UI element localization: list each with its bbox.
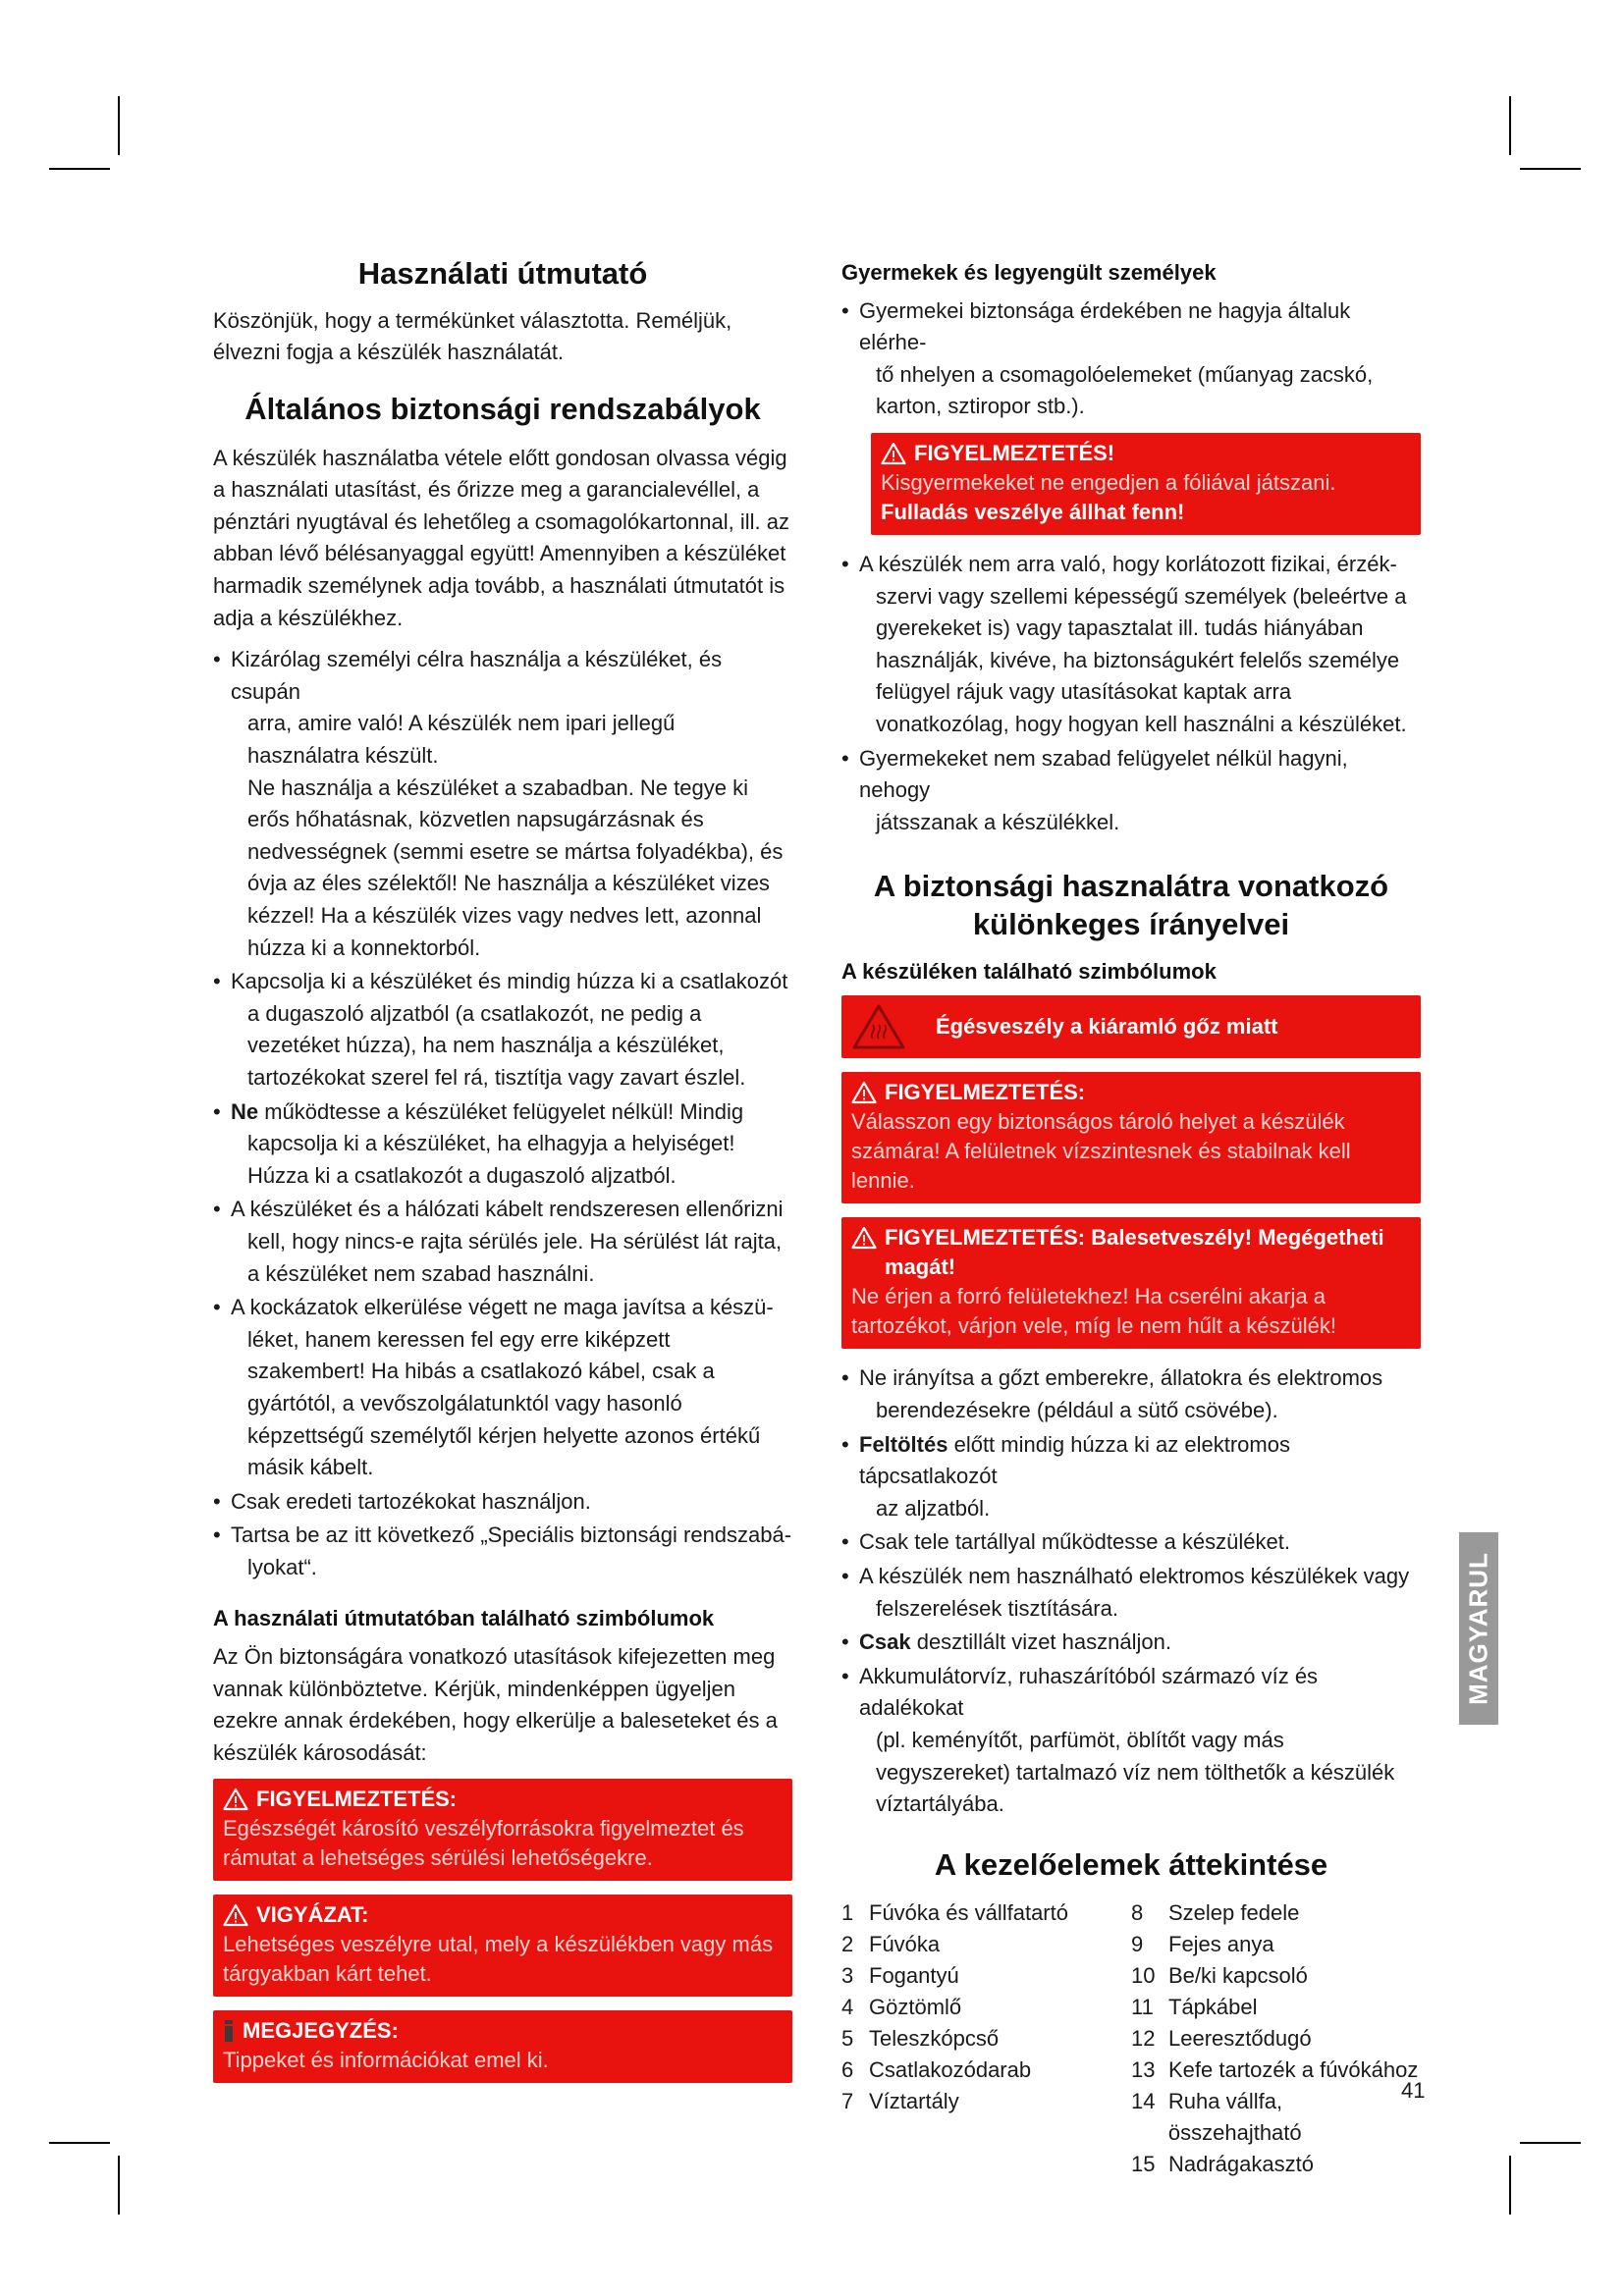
page-number: 41 [1401, 2078, 1426, 2103]
warning-text: Ne érjen a forró felületekhez! Ha cserélni akarja a tartozékot, várjon vele, míg le nem hűlt a készülék! [851, 1284, 1337, 1339]
part-item: 11 Tápkábel [1131, 1995, 1258, 2020]
warning-text: Válasszon egy biztonságos tároló helyet a készülék számára! A felületnek vízszintesnek és stabilnak kell lennie. [851, 1109, 1351, 1194]
warning-triangle-icon [881, 442, 906, 465]
info-icon [223, 2019, 235, 2043]
list-item: • Ne működtesse a készüléket felügyelet nélkül! Mindig kapcsolja ki a készüléket, ha elhagyja a helyiséget! Húzza ki a csatlakozót a dugaszoló aljzatból. [213, 1098, 744, 1188]
part-item: 9 Fejes anya [1131, 1932, 1274, 1957]
part-item: 13 Kefe tartozék a fúvókához [1131, 2057, 1419, 2083]
controls-heading: A kezelőelemek áttekintése [934, 1846, 1328, 1882]
parts-column-right [1131, 1897, 1421, 2180]
warning-triangle-icon [223, 1903, 248, 1927]
warning-box: FIGYELMEZTETÉS: Egészségét károsító veszélyforrásokra figyelmeztet és rámutat a lehetséges sérülési lehetőségekre. [213, 1779, 792, 1881]
crop-mark [1509, 96, 1511, 155]
crop-mark [118, 96, 120, 155]
page-title: Használati útmutató [357, 256, 648, 291]
warning-triangle-icon [223, 1788, 248, 1811]
list-item: • Ne irányítsa a gőzt emberekre, állatokra és elektromos berendezésekre (például a sütő csövébe). [841, 1365, 1383, 1422]
list-item: • Csak eredeti tartozékokat használjon. [213, 1488, 591, 1514]
crop-mark [1520, 168, 1581, 170]
warning-triangle-icon [851, 1081, 877, 1104]
list-item: • Gyermekeket nem szabad felügyelet nélkül hagyni, nehogy játsszanak a készülékkel. [841, 745, 1348, 834]
list-item: • Tartsa be az itt következő „Speciális biztonsági rendszabá- lyokat“. [213, 1522, 792, 1579]
symbols-intro: Az Ön biztonságára vonatkozó utasítások kifejezetten meg vannak különböztetve. Kérjük, mindenképpen ügyeljen ezekre annak érdekében, hogy elkerülje a baleseteket és a készülék károsodását: [213, 1644, 778, 1765]
part-item: 4 Göztömlő [841, 1995, 962, 2020]
part-item: 6 Csatlakozódarab [841, 2057, 1032, 2083]
caution-text: Lehetséges veszélyre utal, mely a készülékben vagy más tárgyakban kárt tehet. [223, 1932, 774, 1987]
capability-list [841, 549, 1421, 838]
crop-mark [1520, 2142, 1581, 2144]
list-item: • A készüléket és a hálózati kábelt rendszeresen ellenőrizni kell, hogy nincs-e rajta sérülés jele. Ha sérülést lát rajta, a készüléket nem szabad használni. [213, 1197, 784, 1286]
special-safety-heading: A biztonsági hasznalátra vonatkozó különkeges írányelvei [873, 869, 1389, 942]
part-item: 5 Teleszkópcső [841, 2026, 1000, 2052]
safety-heading: Általános biztonsági rendszabályok [244, 391, 761, 426]
warning-text: Egészségét károsító veszélyforrásokra figyelmeztet és rámutat a lehetséges sérülési lehetőségekre. [223, 1816, 744, 1871]
crop-mark [1509, 2156, 1511, 2215]
part-item: 15 Nadrágakasztó [1131, 2152, 1314, 2177]
list-item: • A kockázatok elkerülése végett ne maga javítsa a készü- léket, hanem keressen fel egy erre kiképzett szakembert! Ha hibás a csatlakozó kábel, csak a gyártótól, a vevőszolgálatunktól vagy hasonló képzettségű személytől kérjen helyette azonos értékű másik kábelt. [213, 1295, 774, 1480]
device-symbols-heading: A készüléken található szimbólumok [841, 958, 1217, 984]
hot-steam-icon [851, 1003, 906, 1050]
list-item: • Akkumulátorvíz, ruhaszárítóból származó víz és adalékokat (pl. keményítőt, parfümöt, öblítőt vagy más vegyszereket) tartalmazó víz nem tölthetők a készülék víztartályába. [841, 1663, 1395, 1817]
part-item: 14 Ruha vállfa, összehajtható [1131, 2089, 1302, 2146]
part-item: 7 Víztartály [841, 2089, 959, 2114]
parts-list [841, 1897, 1421, 2180]
steam-hazard-box [841, 995, 1421, 1058]
list-item: • A készülék nem használható elektromos készülékek vagy felszerelések tisztítására. [841, 1563, 1410, 1621]
part-item: 10 Be/ki kapcsoló [1131, 1963, 1308, 1989]
list-item: • A készülék nem arra való, hogy korlátozott fizikai, érzék- szervi vagy szellemi képességű személyek (beleértve a gyerekeket is) vagy tapasztalat ill. tudás hiányában használják, kivéve, ha biztonságukért felelős személye felügyel rájuk vagy utasításokat kaptak arra vonatkozólag, hogy hogyan kell használni a készüléket. [841, 551, 1407, 736]
steam-hazard-text: Égésveszély a kiáramló gőz miatt [936, 1014, 1278, 1040]
part-item: 1 Fúvóka és vállfatartó [841, 1900, 1068, 1926]
warning-box: FIGYELMEZTETÉS! Kisgyermekeket ne engedjen a fóliával játszani. Fulladás veszélye állhat fenn! [871, 433, 1421, 535]
list-item: • Csak desztillált vizet használjon. [841, 1629, 1171, 1655]
crop-mark [118, 2156, 120, 2215]
warning-triangle-icon [851, 1226, 877, 1250]
language-tab [1459, 1532, 1498, 1725]
caution-box: VIGYÁZAT: Lehetséges veszélyre utal, mely a készülékben vagy más tárgyakban kárt tehet. [213, 1895, 792, 1997]
list-item: • Csak tele tartállyal működtesse a készüléket. [841, 1529, 1290, 1555]
left-column [213, 255, 792, 2097]
safety-list [213, 644, 792, 1583]
crop-mark [49, 2142, 110, 2144]
part-item: 2 Fúvóka [841, 1932, 941, 1957]
usage-list [841, 1362, 1421, 1820]
note-box: MEGJEGYZÉS: Tippeket és információkat emel ki. [213, 2010, 792, 2083]
part-item: 8 Szelep fedele [1131, 1900, 1300, 1926]
list-item: • Feltöltés előtt mindig húzza ki az elektromos tápcsatlakozót az aljzatból. [841, 1431, 1290, 1521]
note-text: Tippeket és információkat emel ki. [223, 2048, 549, 2073]
list-item: • Kapcsolja ki a készüléket és mindig húzza ki a csatlakozót a dugaszoló aljzatból (a csatlakozót, ne pedig a vezetéket húzza), ha nem használja a készüléket, tartozékokat szerel fel rá, tisztítja vagy zavart észlel. [213, 969, 788, 1090]
list-item: • Gyermekei biztonsága érdekében ne hagyja általuk elérhe- tő nhelyen a csomagolóelemeket (műanyag zacskó, karton, sztiropor stb.). [841, 297, 1374, 419]
parts-column-left [841, 1897, 1131, 2180]
language-label: MAGYARUL [1463, 1552, 1493, 1705]
list-item: • Kizárólag személyi célra használja a készüléket, és csupán arra, amire való! A készülék nem ipari jellegű használatra készült. Ne használja a készüléket a szabadban. Ne tegye ki erős hőhatásnak, közvetlen napsugárzásnak és nedvességnek (semmi esetre se mártsa folyadékba), és óvja az éles szélektől! Ne használja a készüléket vizes kézzel! Ha a készülék vizes vagy nedves lett, azonnal húzza ki a konnektorból. [213, 647, 784, 960]
safety-intro: A készülék használatba vétele előtt gondosan olvassa végig a használati utasítást, és őrizze meg a garancialevéllel, a pénztári nyugtával és lehetőleg a csomagolókartonnal, ill. az abban lévő bélésanyaggal együtt! Amennyiben a készüléket harmadik személynek adja tovább, a használati útmutatót is adja a készülékhez. [213, 445, 790, 630]
intro-text: Köszönjük, hogy a termékünket választotta. Reméljük, élvezni fogja a készülék használatát. [213, 307, 732, 365]
warning-box: FIGYELMEZTETÉS: Válasszon egy biztonságos tároló helyet a készülék számára! A felületnek vízszintesnek és stabilnak kell lennie. [841, 1072, 1421, 1203]
children-heading: Gyermekek és legyengült személyek [841, 260, 1217, 285]
symbols-heading: A használati útmutatóban található szimbólumok [213, 1606, 715, 1631]
part-item: 3 Fogantyú [841, 1963, 959, 1989]
children-list [841, 295, 1421, 423]
burn-warning-box: FIGYELMEZTETÉS: Balesetveszély! Megégetheti magát! Ne érjen a forró felületekhez! Ha cserélni akarja a tartozékot, várjon vele, míg le nem hűlt a készülék! [841, 1217, 1421, 1349]
warning-text: Kisgyermekeket ne engedjen a fóliával játszani. Fulladás veszélye állhat fenn! [881, 469, 1336, 524]
crop-mark [49, 168, 110, 170]
part-item: 12 Leeresztődugó [1131, 2026, 1312, 2052]
right-column [841, 255, 1421, 2180]
